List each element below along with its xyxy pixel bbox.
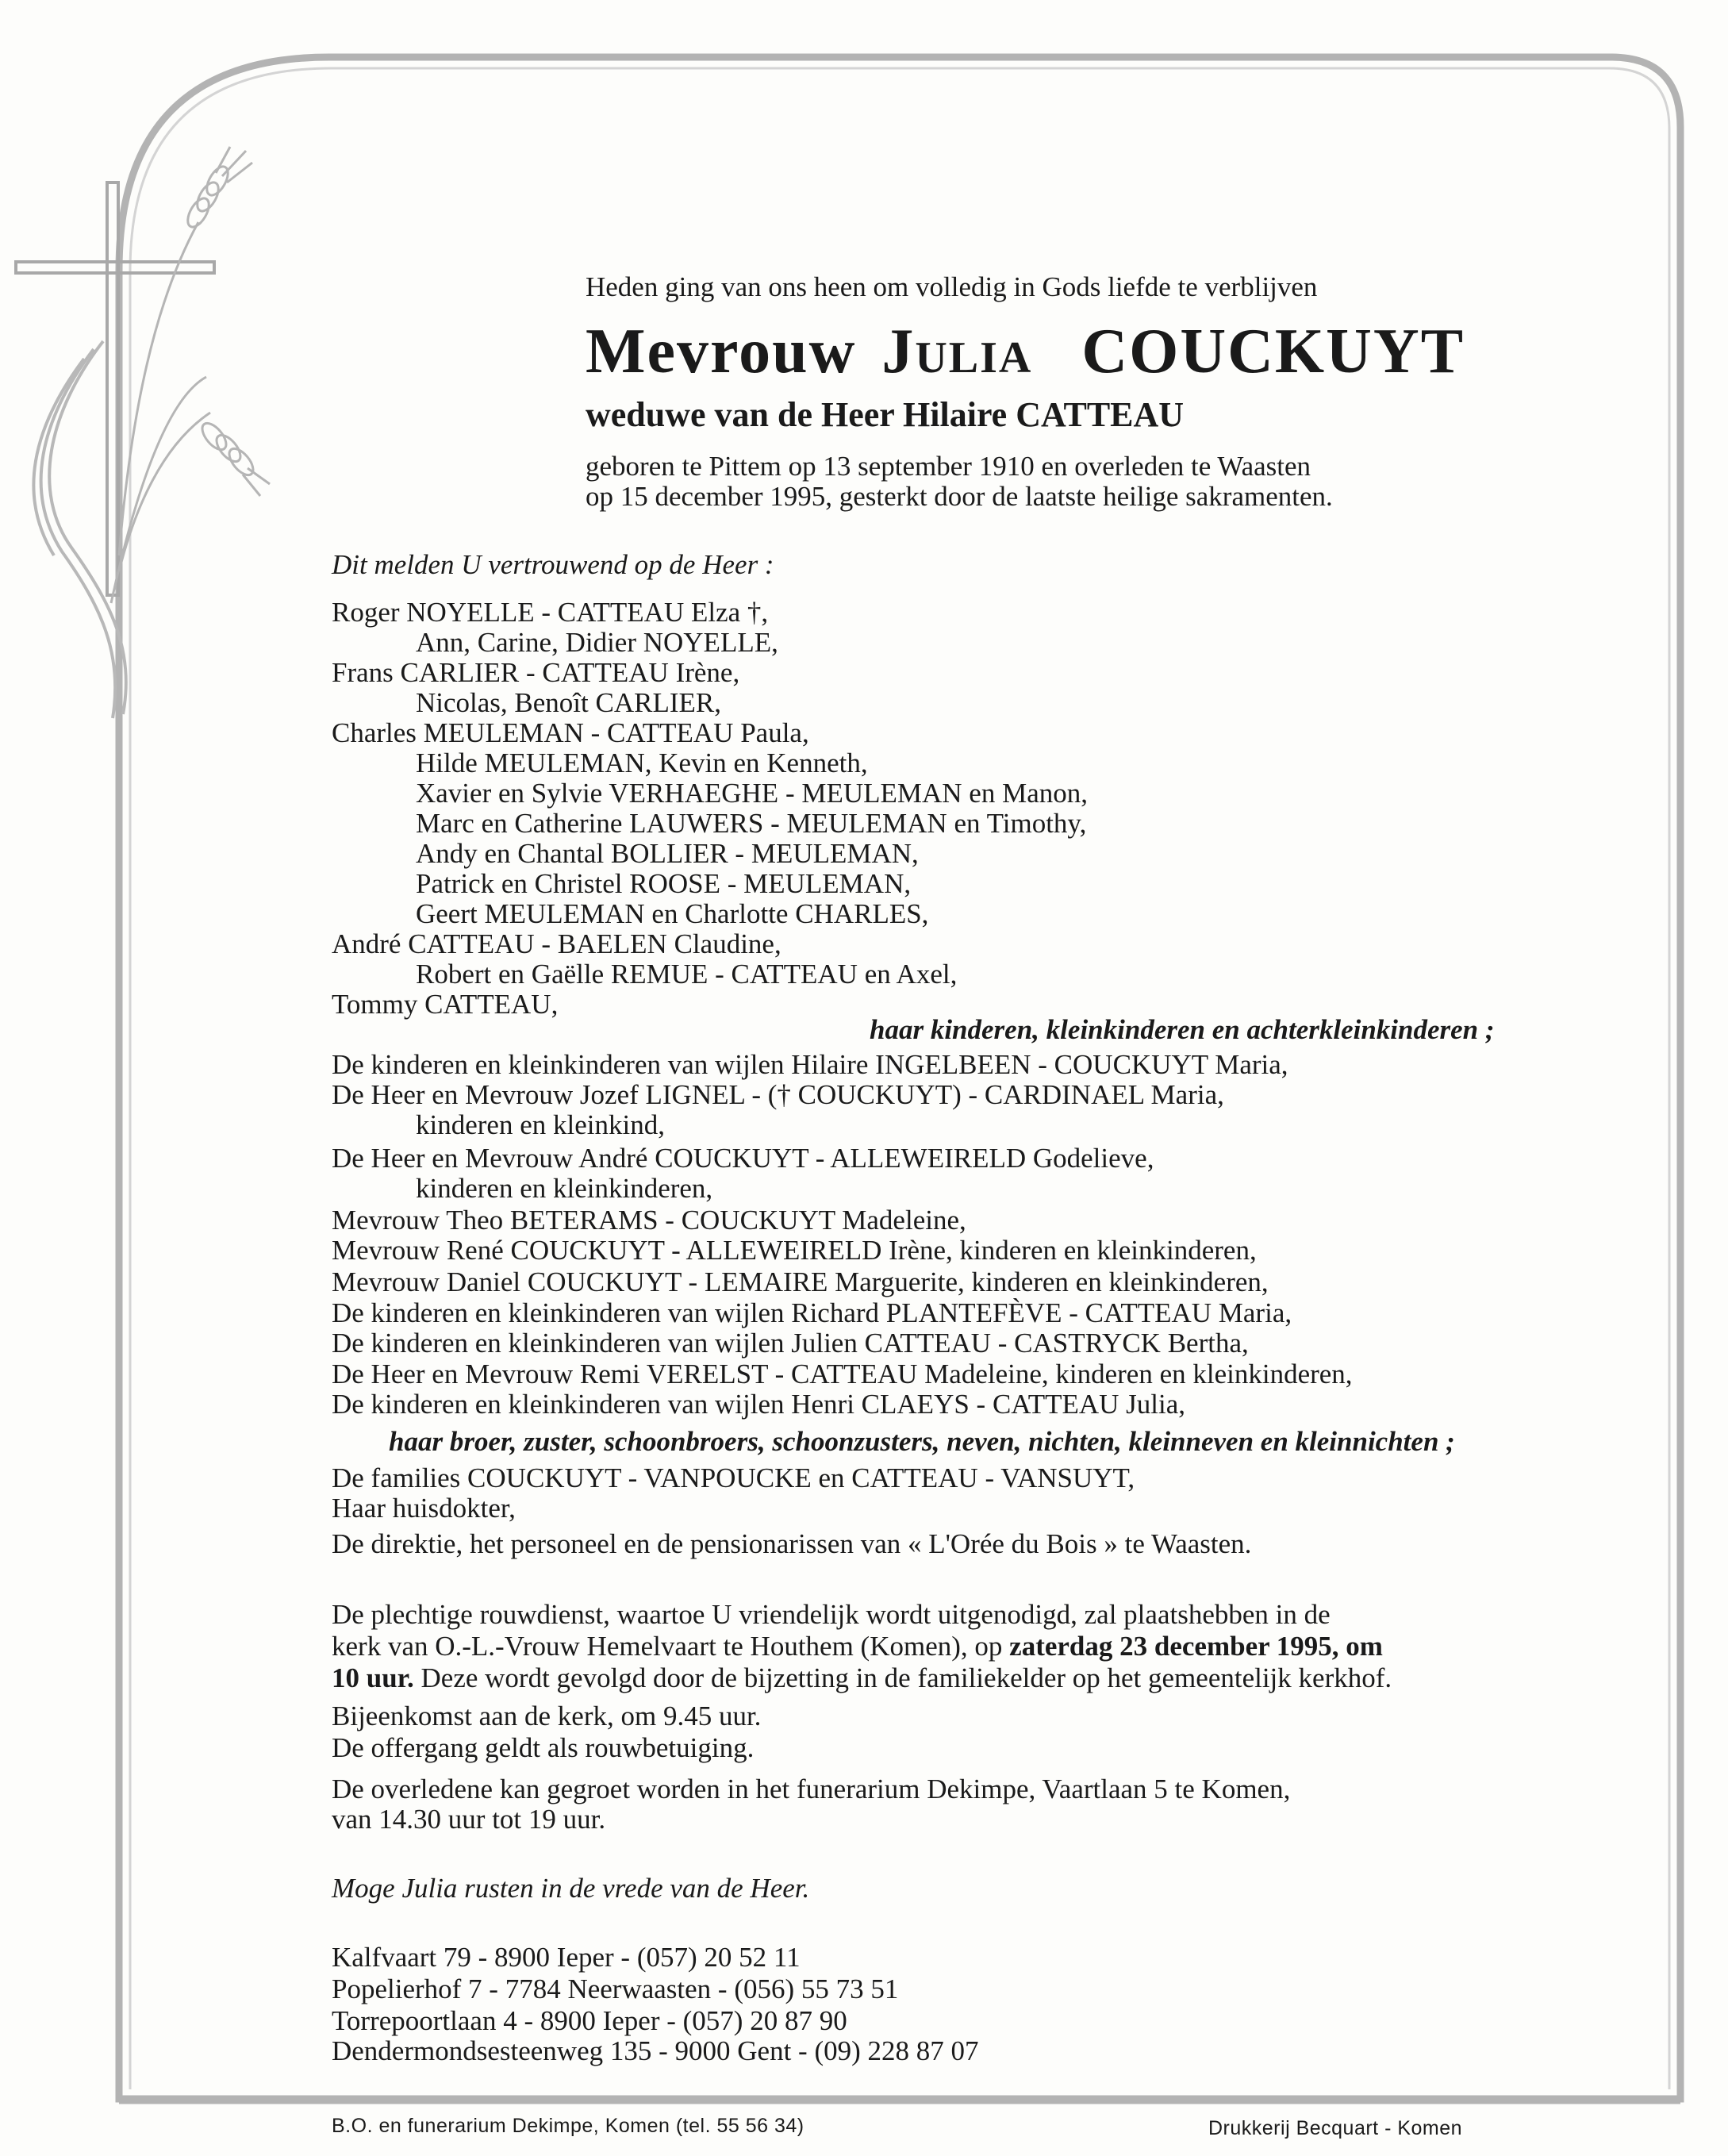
footer-funeral-home: B.O. en funerarium Dekimpe, Komen (tel. 55 56 34) [332, 2115, 804, 2137]
list-item: Roger NOYELLE - CATTEAU Elza †, [332, 597, 769, 628]
service-line-1: De plechtige rouwdienst, waartoe U vriendelijk wordt uitgenodigd, zal plaatshebben in de [332, 1599, 1331, 1630]
ribbon-icon [33, 341, 125, 718]
address-item: Dendermondsesteenweg 135 - 9000 Gent - (09) 228 87 07 [332, 2035, 979, 2066]
list-item: Charles MEULEMAN - CATTEAU Paula, [332, 717, 809, 748]
address-item: Popelierhof 7 - 7784 Neerwaasten - (056) 55 73 51 [332, 1973, 899, 2004]
list-item: Mevrouw René COUCKUYT - ALLEWEIRELD Irène, kinderen en kleinkinderen, [332, 1235, 1257, 1266]
list-item: Marc en Catherine LAUWERS - MEULEMAN en Timothy, [416, 808, 1087, 839]
offering-line: De offergang geldt als rouwbetuiging. [332, 1732, 755, 1763]
service-line-3: 10 uur. Deze wordt gevolgd door de bijzetting in de familiekelder op het gemeentelijk kerkhof. [332, 1662, 1392, 1693]
list-item: Robert en Gaëlle REMUE - CATTEAU en Axel, [416, 959, 958, 990]
list-item: kinderen en kleinkind, [416, 1109, 665, 1140]
deceased-name [586, 316, 1465, 388]
list-item: Nicolas, Benoît CARLIER, [416, 687, 721, 718]
cross-icon [16, 183, 214, 595]
list-item: De kinderen en kleinkinderen van wijlen Hilaire INGELBEEN - COUCKUYT Maria, [332, 1049, 1288, 1080]
list-item: De Heer en Mevrouw André COUCKUYT - ALLEWEIRELD Godelieve, [332, 1143, 1154, 1174]
relation-label: haar broer, zuster, schoonbroers, schoonzusters, neven, nichten, kleinneven en kleinnichten ; [389, 1426, 1455, 1457]
born-died-line-1: geboren te Pittem op 13 september 1910 en overleden te Waasten [586, 451, 1311, 482]
meeting-line: Bijeenkomst aan de kerk, om 9.45 uur. [332, 1701, 762, 1731]
list-item: Frans CARLIER - CATTEAU Irène, [332, 657, 740, 688]
list-item: André CATTEAU - BAELEN Claudine, [332, 928, 781, 959]
list-item: De kinderen en kleinkinderen van wijlen Julien CATTEAU - CASTRYCK Bertha, [332, 1328, 1249, 1359]
list-item: Andy en Chantal BOLLIER - MEULEMAN, [416, 838, 919, 869]
born-died-line-2: op 15 december 1995, gesterkt door de laatste heilige sakramenten. [586, 481, 1333, 512]
address-item: Torrepoortlaan 4 - 8900 Ieper - (057) 20 87 90 [332, 2005, 847, 2036]
widow-line: weduwe van de Heer Hilaire CATTEAU [586, 395, 1185, 434]
title-prefix: Mevrouw [586, 317, 857, 386]
first-name: Julia [881, 317, 1033, 386]
list-item: Ann, Carine, Didier NOYELLE, [416, 627, 778, 658]
last-name: COUCKUYT [1081, 317, 1465, 386]
list-item: Xavier en Sylvie VERHAEGHE - MEULEMAN en Manon, [416, 778, 1088, 809]
closing-prayer: Moge Julia rusten in de vrede van de Heer. [332, 1873, 810, 1904]
list-item: Tommy CATTEAU, [332, 989, 559, 1020]
list-item: De Heer en Mevrouw Jozef LIGNEL - († COUCKUYT) - CARDINAEL Maria, [332, 1079, 1224, 1110]
list-item: De direktie, het personeel en de pensionarissen van « L'Orée du Bois » te Waasten. [332, 1528, 1252, 1559]
viewing-line-1: De overledene kan gegroet worden in het funerarium Dekimpe, Vaartlaan 5 te Komen, [332, 1774, 1291, 1804]
intro-line: Heden ging van ons heen om volledig in Gods liefde te verblijven [586, 271, 1318, 302]
service-line-2: kerk van O.-L.-Vrouw Hemelvaart te Houthem (Komen), op zaterdag 23 december 1995, om [332, 1631, 1383, 1662]
viewing-line-2: van 14.30 uur tot 19 uur. [332, 1804, 606, 1835]
list-item: De kinderen en kleinkinderen van wijlen Henri CLAEYS - CATTEAU Julia, [332, 1389, 1185, 1420]
list-item: Mevrouw Theo BETERAMS - COUCKUYT Madeleine, [332, 1205, 966, 1236]
list-item: De families COUCKUYT - VANPOUCKE en CATTEAU - VANSUYT, [332, 1462, 1135, 1493]
list-item: Patrick en Christel ROOSE - MEULEMAN, [416, 868, 912, 899]
footer-printer: Drukkerij Becquart - Komen [1208, 2117, 1463, 2139]
list-item: Geert MEULEMAN en Charlotte CHARLES, [416, 898, 929, 929]
list-item: kinderen en kleinkinderen, [416, 1173, 713, 1204]
address-item: Kalfvaart 79 - 8900 Ieper - (057) 20 52 11 [332, 1942, 801, 1973]
list-item: Hilde MEULEMAN, Kevin en Kenneth, [416, 747, 868, 778]
list-item: Mevrouw Daniel COUCKUYT - LEMAIRE Marguerite, kinderen en kleinkinderen, [332, 1266, 1269, 1297]
list-item: Haar huisdokter, [332, 1493, 516, 1524]
list-item: De kinderen en kleinkinderen van wijlen Richard PLANTEFÈVE - CATTEAU Maria, [332, 1297, 1292, 1328]
relation-label: haar kinderen, kleinkinderen en achterkleinkinderen ; [870, 1014, 1495, 1045]
list-item: De Heer en Mevrouw Remi VERELST - CATTEAU Madeleine, kinderen en kleinkinderen, [332, 1359, 1353, 1389]
announcement: Dit melden U vertrouwend op de Heer : [332, 549, 774, 580]
